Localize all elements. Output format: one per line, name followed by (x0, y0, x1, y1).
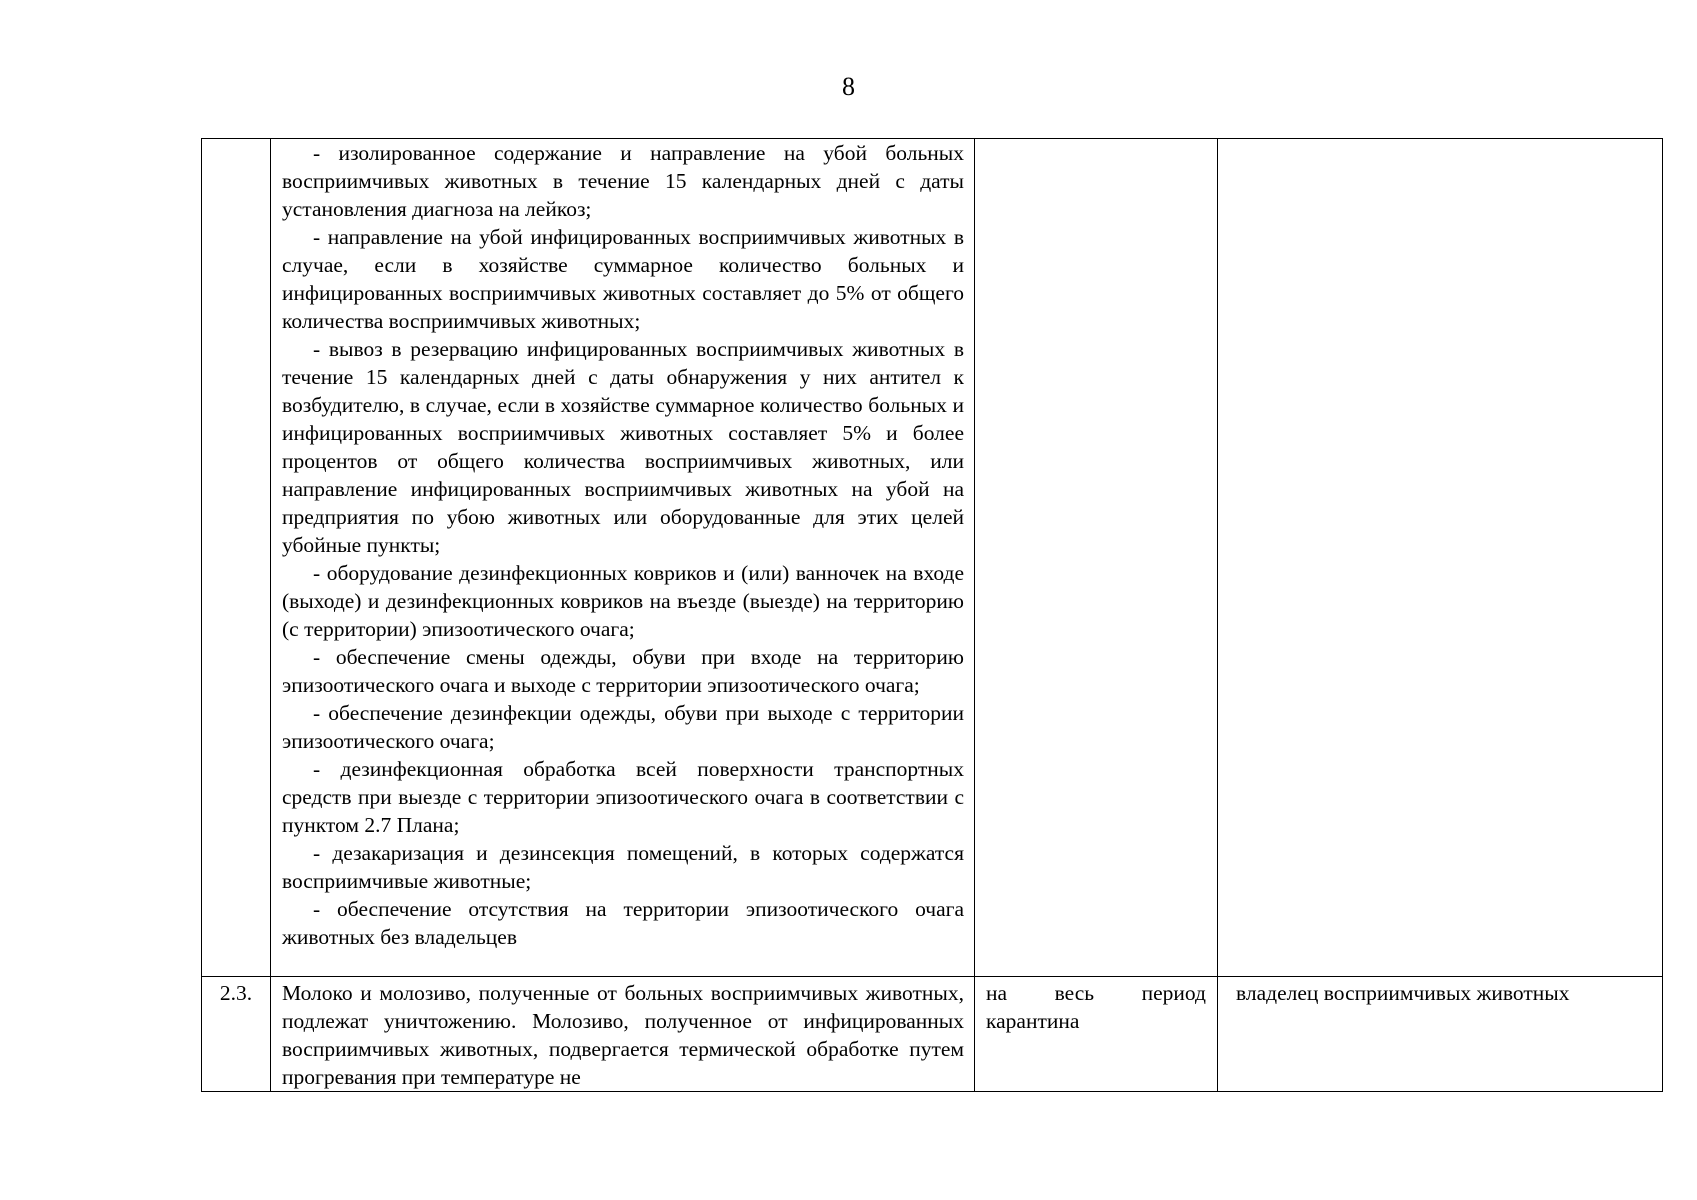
measures-cell (271, 977, 975, 1092)
table-row (202, 977, 1663, 1092)
measure-item: - оборудование дезинфекционных ковриков и (или) ванночек на входе (выходе) и дезинфекционных ковриков на въезде (выезде) на территорию (с территории) эпизоотического очага; (282, 561, 964, 641)
responsible-text: владелец восприимчивых животных (1236, 981, 1570, 1005)
term-cell (975, 139, 1218, 977)
measure-item: - дезинфекционная обработка всей поверхности транспортных средств при выезде с территории эпизоотического очага в соответствии с пунктом 2.7 Плана; (282, 757, 964, 837)
responsible-cell (1218, 139, 1663, 977)
measures-cell (271, 139, 975, 977)
measure-item: - направление на убой инфицированных восприимчивых животных в случае, если в хозяйстве суммарное количество больных и инфицированных восприимчивых животных составляет до 5% от общего количества восприимчивых животных; (282, 225, 964, 333)
responsible-cell (1218, 977, 1663, 1092)
table-row (202, 139, 1663, 977)
measure-text: Молоко и молозиво, полученные от больных восприимчивых животных, подлежат уничтожению. Молозиво, полученное от инфицированных восприимчивых животных, подвергается термической обработке путем прогревания при температуре не (282, 981, 964, 1089)
term-text: карантина (986, 1009, 1080, 1033)
row-number: 2.3. (202, 977, 271, 1092)
measure-item: - обеспечение дезинфекции одежды, обуви при выходе с территории эпизоотического очага; (282, 701, 964, 753)
row-number (202, 139, 271, 977)
measure-item: - дезакаризация и дезинсекция помещений, в которых содержатся восприимчивые животные; (282, 841, 964, 893)
measure-item: - обеспечение смены одежды, обуви при входе на территорию эпизоотического очага и выходе с территории эпизоотического очага; (282, 645, 964, 697)
measures-table (201, 138, 1663, 1092)
measure-item: - обеспечение отсутствия на территории эпизоотического очага животных без владельцев (282, 897, 964, 949)
term-text: на весь период (986, 981, 1206, 1005)
measure-item: - изолированное содержание и направление на убой больных восприимчивых животных в течение 15 календарных дней с даты установления диагноза на лейкоз; (282, 141, 964, 221)
measure-item: - вывоз в резервацию инфицированных восприимчивых животных в течение 15 календарных дней с даты обнаружения у них антител к возбудителю, в случае, если в хозяйстве суммарное количество больных и инфицированных восприимчивых животных составляет 5% и более процентов от общего количества восприимчивых животных, или направление инфицированных восприимчивых животных на убой на предприятия по убою животных или оборудованные для этих целей убойные пункты; (282, 337, 964, 557)
page-number: 8 (842, 72, 855, 101)
term-cell (975, 977, 1218, 1092)
